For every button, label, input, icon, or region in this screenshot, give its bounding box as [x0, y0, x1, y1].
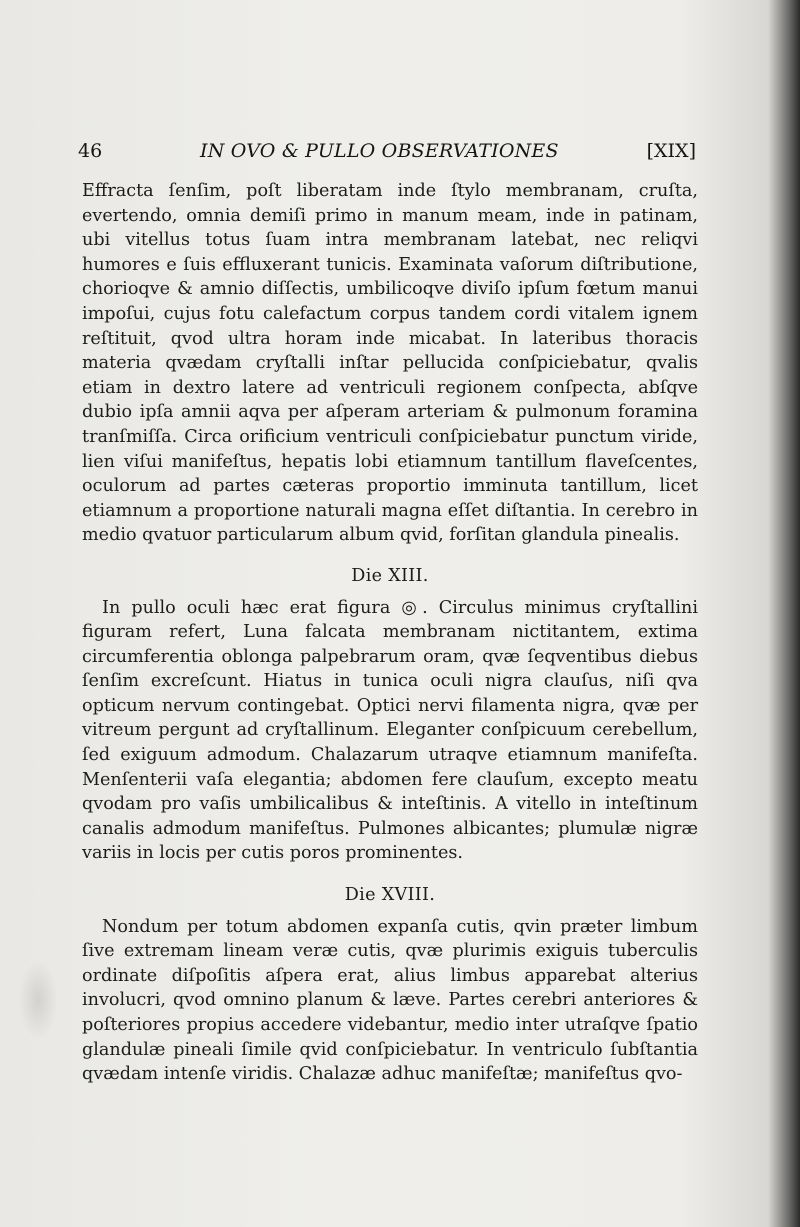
- section-heading-die-xviii: Die XVIII.: [344, 885, 436, 906]
- paragraph-3: Nondum per totum abdomen expanſa cutis, qvin præter limbum ſive extremam lineam veræ cutis, qvæ plurimis exiguis tuberculis ordinate diſpoſitis aſpera erat, alius limbus apparebat alterius involucri, qvod omnino planum & læve. Partes cerebri anteriores & poſteriores propius accedere videbantur, medio inter utraſqve ſpatio glandulæ pineali ſimile qvid conſpiciebatur. In ventriculo ſubſtantia qvædam intenſe viridis. Chalazæ adhuc manifeſtæ; manifeſtus qvo-: [82, 916, 698, 1085]
- text-block: [82, 179, 698, 1087]
- section-heading-die-xiii: Die XIII.: [351, 565, 429, 586]
- paragraph-2: In pullo oculi hæc erat figura ◎. Circulus minimus cryſtallini figuram refert, Luna falcata membranam nictitantem, extima circumferentia oblonga palpebrarum oram, qvæ ſeqventibus diebus ſenſim excreſcunt. Hiatus in tunica oculi nigra clauſus, niſi qva opticum nervum contingebat. Optici nervi filamenta nigra, qvæ per vitreum pergunt ad cryſtallinum. Eleganter conſpicuum cerebellum, ſed exiguum admodum. Chalazarum utraqve etiamnum manifeſta. Menſenterii vaſa elegantia; abdomen fere clauſum, excepto meatu qvodam pro vaſis umbilicalibus & inteſtinis. A vitello in inteſtinum canalis admodum manifeſtus. Pulmones albicantes; plumulæ nigræ variis in locis per cutis poros prominentes.: [82, 597, 698, 864]
- paragraph-1: Effracta ſenſim, poſt liberatam inde ſtylo membranam, cruſta, evertendo, omnia demiſi primo in manum meam, inde in patinam, ubi vitellus totus ſuam intra membranam latebat, nec reliqvi humores e ſuis effluxerant tunicis. Examinata vaſorum diſtributione, chorioqve & amnio diſſectis, umbilicoqve diviſo ipſum fœtum manui impoſui, cujus fotu calefactum corpus tandem cordi vitalem ignem reſtituit, qvod ultra horam inde micabat. In lateribus thoracis materia qvædam cryſtalli inſtar pellucida conſpiciebatur, qvalis etiam in dextro latere ad ventriculi regionem conſpecta, abſqve dubio ipſa amnii aqva per aſperam arteriam & pulmonum foramina tranſmiſſa. Circa orificium ventriculi conſpiciebatur punctum viride, lien viſui manifeſtus, hepatis lobi etiamnum tantillum flaveſcentes, oculorum ad partes cæteras proportio imminuta tantillum, licet etiamnum a proportione naturali magna eſſet diſtantia. In cerebro in medio qvatuor particularum album qvid, forſitan glandula pinealis.: [82, 181, 698, 546]
- page-number: 46: [78, 140, 103, 162]
- chapter-reference: [XIX]: [646, 140, 696, 162]
- running-title: IN OVO & PULLO OBSERVATIONES: [200, 140, 559, 162]
- page-edge-shadow: [18, 960, 58, 1040]
- running-head: [78, 136, 696, 166]
